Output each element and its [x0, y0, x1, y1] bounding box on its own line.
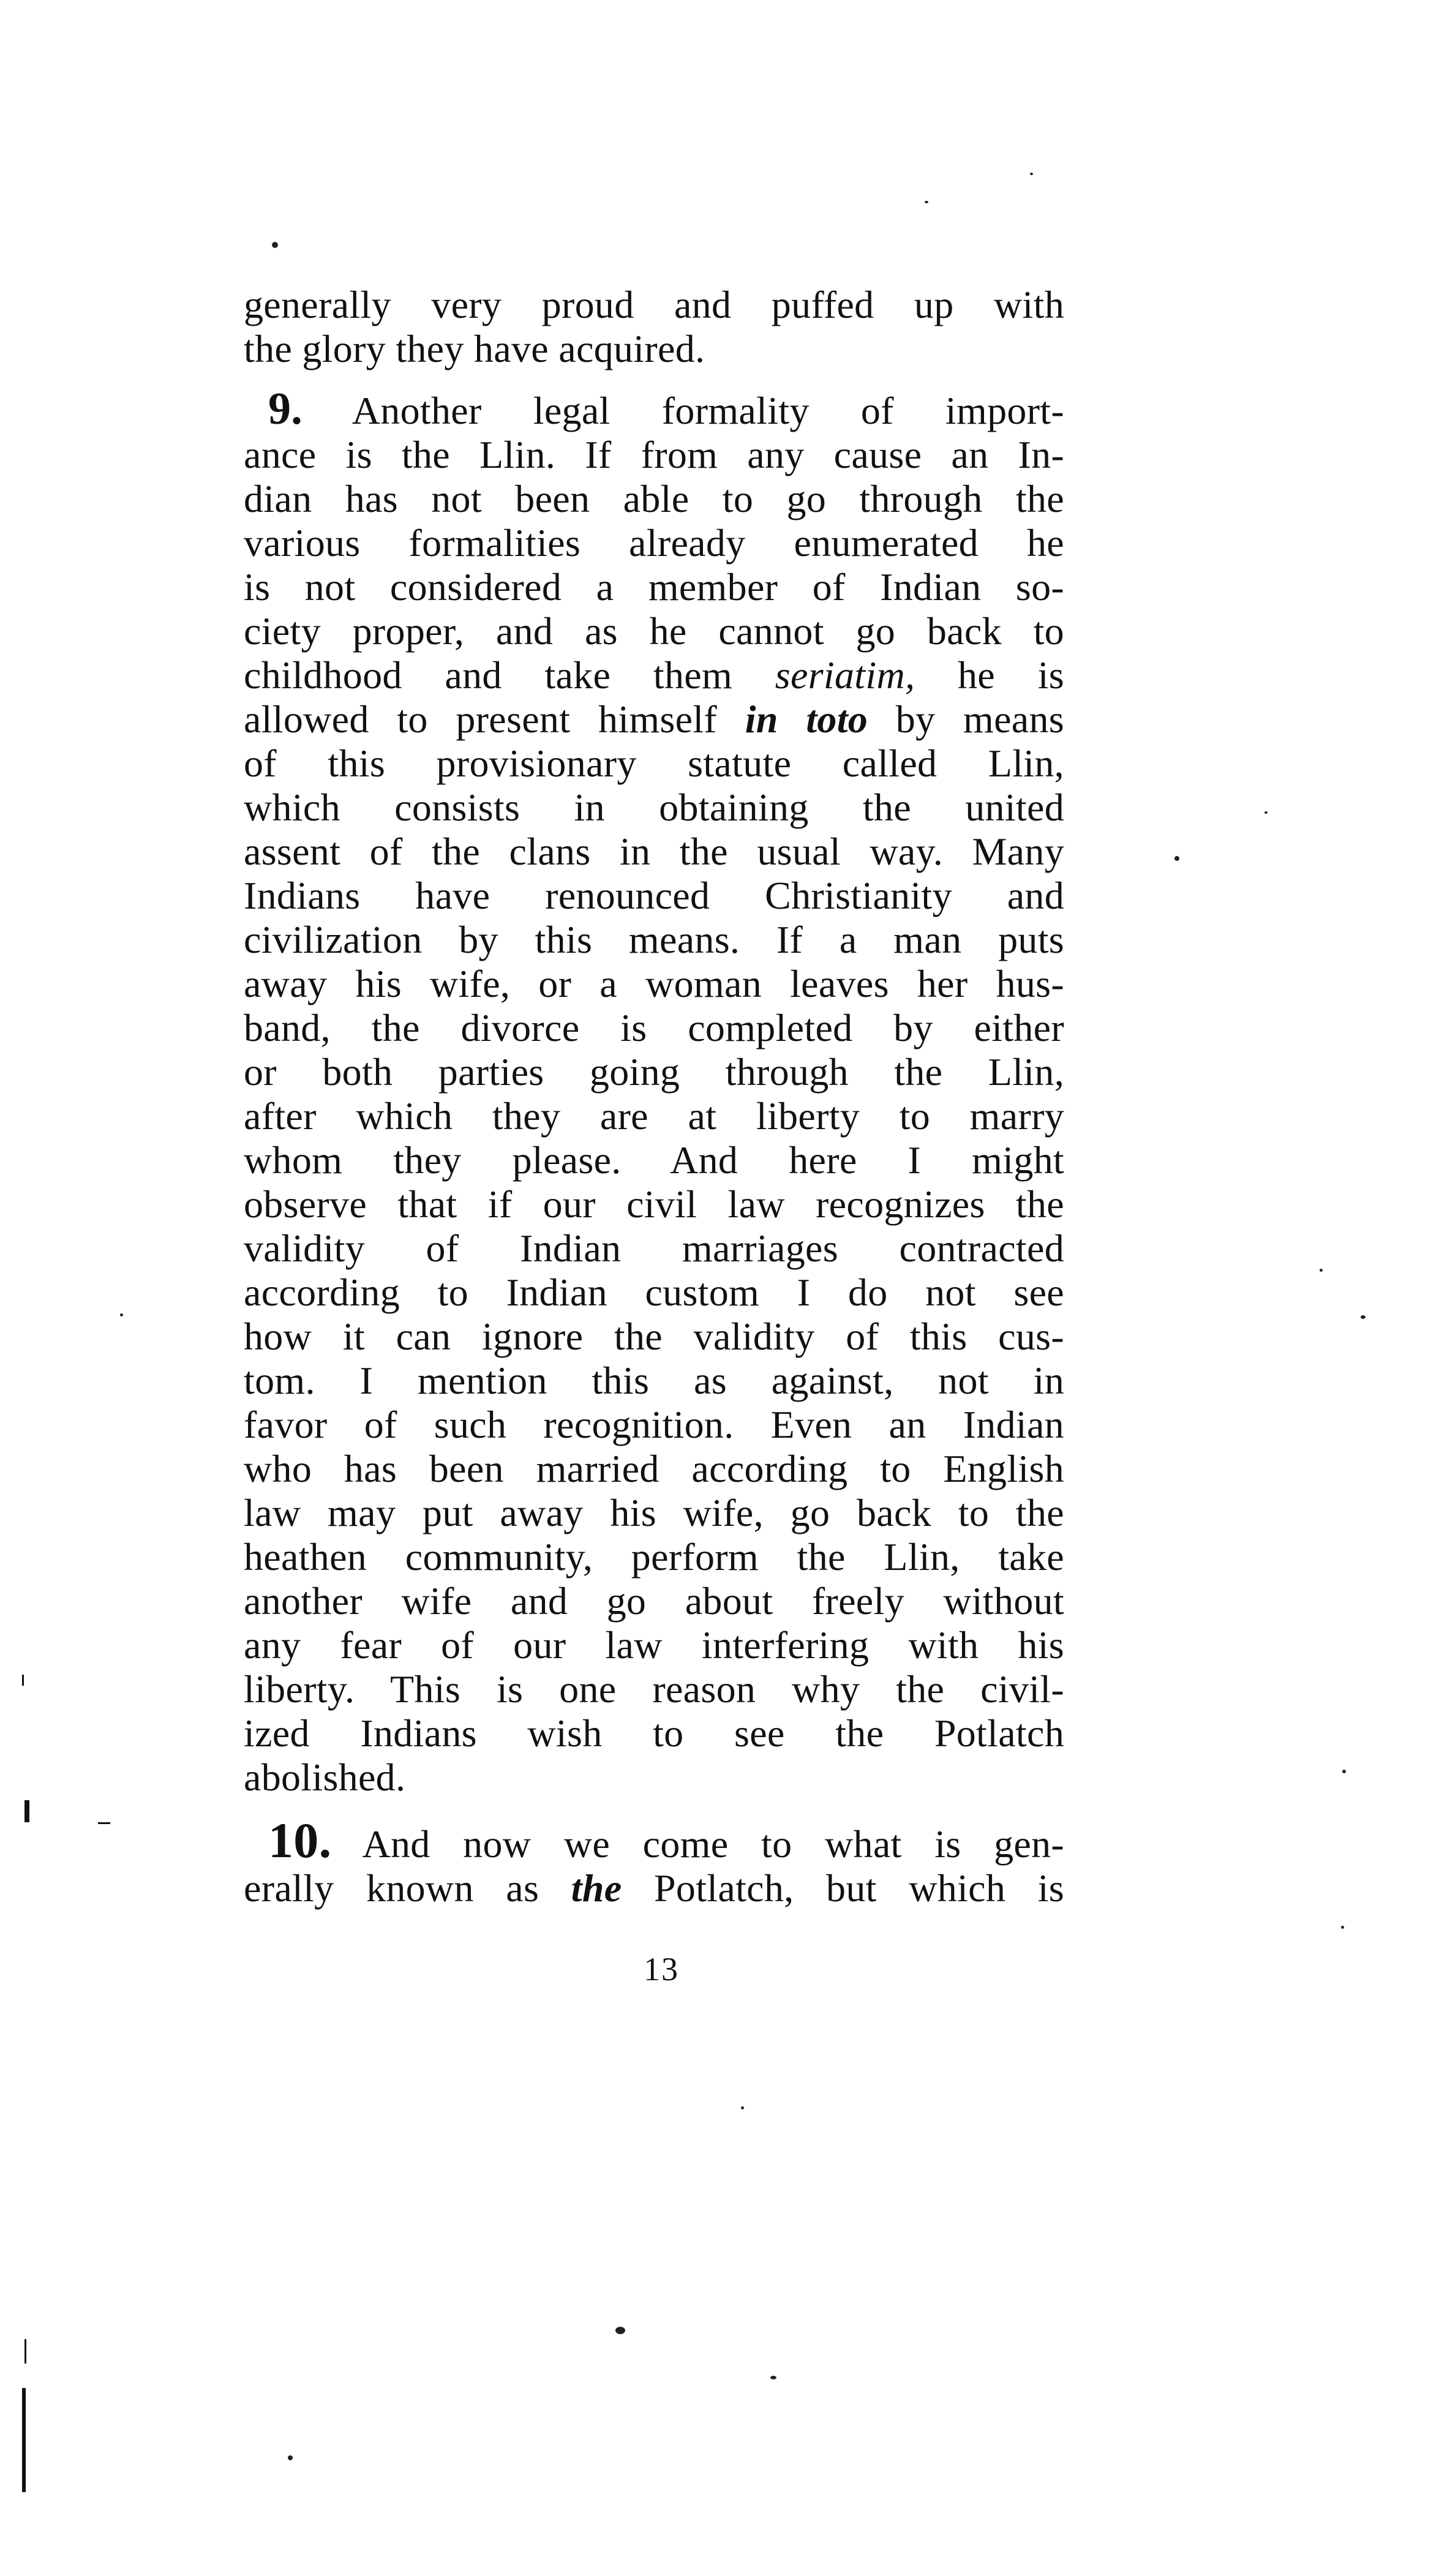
scan-speck [1361, 1315, 1366, 1319]
text-line: validity of Indian marriages contracted [244, 1226, 1064, 1270]
text-line: observe that if our civil law recognizes the [244, 1182, 1064, 1226]
text-line: favor of such recognition. Even an Indian [244, 1403, 1064, 1446]
text-line [244, 1812, 1064, 1868]
italic-term: in toto [745, 697, 868, 741]
italic-term: the [571, 1866, 622, 1910]
margin-mark [24, 2339, 26, 2364]
text-fragment: erally known as [244, 1866, 571, 1910]
text-line: according to Indian custom I do not see [244, 1271, 1064, 1314]
section-number: 10. [268, 1812, 332, 1868]
text-line: law may put away his wife, go back to the [244, 1491, 1064, 1534]
text-line: who has been married according to English [244, 1447, 1064, 1490]
text-line: ized Indians wish to see the Potlatch [244, 1711, 1064, 1755]
text-line: heathen community, perform the Llin, take [244, 1535, 1064, 1579]
scan-speck [1342, 1770, 1346, 1773]
text-fragment: by means [868, 697, 1065, 741]
text-line: assent of the clans in the usual way. Many [244, 830, 1064, 873]
page-number: 13 [644, 1951, 679, 1988]
text-line: which consists in obtaining the united [244, 786, 1064, 829]
section-10-paragraph [244, 1812, 1064, 1910]
text-line: of this provisionary statute called Llin, [244, 742, 1064, 785]
text-line: after which they are at liberty to marry [244, 1094, 1064, 1138]
text-fragment: he is [915, 653, 1064, 697]
text-line [244, 653, 1064, 697]
text-line [244, 384, 1064, 434]
scan-speck [1030, 173, 1033, 175]
text-line [244, 697, 1064, 742]
text-line: another wife and go about freely without [244, 1579, 1064, 1623]
scan-speck [770, 2376, 776, 2379]
text-line: the glory they have acquired. [244, 327, 705, 370]
text-fragment: childhood and take them [244, 653, 775, 697]
scan-speck [1341, 1926, 1344, 1929]
scan-speck [272, 242, 278, 248]
italic-term: seriatim, [775, 653, 915, 697]
text-line: is not considered a member of Indian so- [244, 565, 1064, 609]
text-line: whom they please. And here I might [244, 1138, 1064, 1182]
text-line: abolished. [244, 1756, 406, 1799]
text-line: tom. I mention this as against, not in [244, 1359, 1064, 1402]
scan-speck [1174, 856, 1179, 861]
scan-speck [288, 2455, 293, 2460]
scan-speck [615, 2327, 625, 2334]
text-line: various formalities already enumerated he [244, 521, 1064, 565]
text-line: generally very proud and puffed up with [244, 283, 1064, 326]
text-line: how it can ignore the validity of this cus- [244, 1315, 1064, 1358]
text-fragment: Another legal formality of import- [351, 389, 1064, 432]
section-9-paragraph [244, 384, 1065, 1800]
scan-speck [1264, 811, 1268, 814]
text-line: band, the divorce is completed by either [244, 1006, 1064, 1050]
text-line: any fear of our law interfering with his [244, 1623, 1064, 1667]
scan-speck [120, 1313, 123, 1316]
margin-mark [98, 1822, 110, 1824]
text-fragment: And now we come to what is gen- [362, 1822, 1064, 1866]
text-line: Indians have renounced Christianity and [244, 874, 1064, 917]
text-line: away his wife, or a woman leaves her hus- [244, 962, 1064, 1005]
text-line: ance is the Llin. If from any cause an In- [244, 433, 1064, 476]
margin-mark [22, 1675, 24, 1686]
text-line: or both parties going through the Llin, [244, 1050, 1064, 1094]
section-number: 9. [268, 384, 303, 434]
continuation-paragraph [244, 283, 1064, 371]
text-line: dian has not been able to go through the [244, 477, 1064, 520]
text-line: civilization by this means. If a man puts [244, 918, 1064, 961]
text-line: ciety proper, and as he cannot go back to [244, 609, 1064, 653]
text-line: liberty. This is one reason why the civil- [244, 1667, 1064, 1711]
scan-speck [741, 2106, 744, 2109]
text-line [244, 1866, 1064, 1910]
scan-speck [925, 201, 928, 203]
text-fragment: allowed to present himself [244, 697, 745, 741]
text-fragment: Potlatch, but which is [622, 1866, 1064, 1910]
scan-speck [1320, 1269, 1323, 1272]
margin-mark [24, 1800, 29, 1822]
margin-mark [22, 2388, 26, 2492]
